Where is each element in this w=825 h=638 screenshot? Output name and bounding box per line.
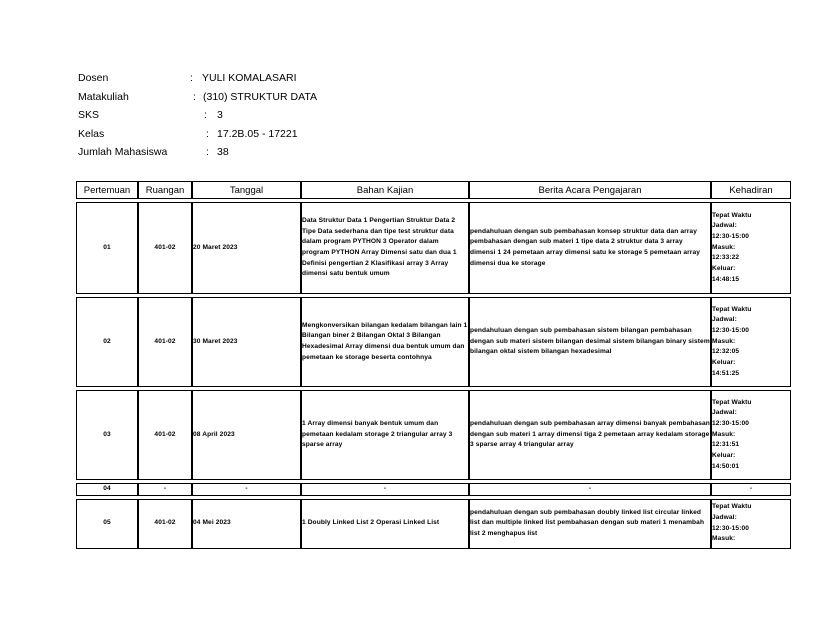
- att-keluar-value: 14:50:01: [712, 462, 740, 470]
- cell-kehadiran: [711, 202, 791, 294]
- header-bahan-kajian: Bahan Kajian: [301, 181, 469, 199]
- att-keluar-label: Keluar:: [712, 452, 736, 460]
- cell-kehadiran: [711, 499, 791, 549]
- kelas-label: Kelas: [78, 127, 105, 140]
- cell-ruangan: 401-02: [138, 297, 192, 387]
- cell-berita-acara: pendahuluan dengan sub pembahasan sistem bilangan pembahasan dengan sub materi sistem bilangan desimal sistem bilangan binary sistem bilangan oktal sistem bilangan hexadesimal: [469, 297, 711, 387]
- att-masuk-value: 12:32:05: [712, 348, 740, 356]
- att-jadwal-label: Jadwal:: [712, 514, 737, 521]
- sks-colon: :: [204, 109, 207, 121]
- cell-bahan-kajian: -: [301, 483, 469, 496]
- att-keluar-label: Keluar:: [712, 265, 736, 273]
- att-keluar-value: 14:48:15: [712, 275, 740, 283]
- att-jadwal-label: Jadwal:: [712, 409, 737, 417]
- table-row: [76, 499, 791, 549]
- matakuliah-label: Matakuliah: [78, 90, 129, 103]
- cell-pertemuan: 02: [76, 297, 138, 387]
- cell-kehadiran: [711, 297, 791, 387]
- cell-tanggal: 20 Maret 2023: [192, 202, 301, 294]
- header-pertemuan: Pertemuan: [76, 181, 138, 199]
- cell-berita-acara: pendahuluan dengan sub pembahasan array dimensi banyak pembahasan dengan sub materi 1 array dimensi tiga 2 pemetaan array kedalam storage 3 sparse array 4 triangular array: [469, 390, 711, 480]
- att-jadwal-value: 12:30-15:00: [712, 326, 750, 334]
- matakuliah-colon: :: [193, 90, 196, 103]
- cell-pertemuan: 05: [76, 499, 138, 549]
- att-masuk-label: Masuk:: [712, 243, 736, 251]
- dosen-value: YULI KOMALASARI: [202, 72, 297, 84]
- att-status: Tepat Waktu: [712, 503, 752, 511]
- cell-ruangan: -: [138, 483, 192, 496]
- table-header-row: [76, 181, 791, 199]
- jumlah-label: Jumlah Mahasiswa: [78, 146, 168, 158]
- table-row: [76, 297, 791, 387]
- att-jadwal-label: Jadwal:: [712, 316, 737, 324]
- att-status: Tepat Waktu: [712, 211, 752, 219]
- cell-tanggal: 04 Mei 2023: [192, 499, 301, 549]
- cell-bahan-kajian: 1 Array dimensi banyak bentuk umum dan pemetaan kedalam storage 2 triangular array 3 sparse array: [301, 390, 469, 480]
- header-berita-acara: Berita Acara Pengajaran: [469, 181, 711, 199]
- table-row: [76, 390, 791, 480]
- cell-berita-acara: pendahuluan dengan sub pembahasan konsep struktur data dan array pembahasan dengan sub materi 1 tipe data 2 struktur data 3 array dimensi 1 24 pemetaan array dimensi satu ke storage 5 pemetaan array dimensi dua ke storage: [469, 202, 711, 294]
- jumlah-colon: :: [206, 146, 209, 158]
- cell-tanggal: -: [192, 483, 301, 496]
- att-keluar-label: Keluar:: [712, 359, 736, 367]
- att-masuk-label: Masuk:: [712, 535, 736, 543]
- cell-tanggal: 30 Maret 2023: [192, 297, 301, 387]
- teaching-log-table: [76, 181, 791, 549]
- cell-pertemuan: 01: [76, 202, 138, 294]
- table-row: [76, 202, 791, 294]
- cell-pertemuan: 03: [76, 390, 138, 480]
- cell-berita-acara: pendahuluan dengan sub pembahasan doubly linked list circular linked list dan multiple linked list pembahasan dengan sub materi 1 menambah list 2 menghapus list: [469, 499, 711, 549]
- jumlah-value: 38: [217, 146, 229, 158]
- att-masuk-label: Masuk:: [712, 337, 736, 345]
- att-jadwal-value: 12:30-15:00: [712, 419, 750, 427]
- matakuliah-value: (310) STRUKTUR DATA: [203, 90, 317, 103]
- cell-pertemuan: 04: [76, 483, 138, 496]
- cell-kehadiran: -: [711, 483, 791, 496]
- cell-berita-acara: -: [469, 483, 711, 496]
- att-masuk-value: 12:31:51: [712, 441, 740, 449]
- att-masuk-label: Masuk:: [712, 430, 736, 438]
- header-kehadiran: Kehadiran: [711, 181, 791, 199]
- cell-tanggal: 08 April 2023: [192, 390, 301, 480]
- att-keluar-value: 14:51:25: [712, 369, 740, 377]
- dosen-label: Dosen: [78, 72, 109, 84]
- att-masuk-value: 12:33:22: [712, 254, 740, 262]
- cell-bahan-kajian: Data Struktur Data 1 Pengertian Struktur Data 2 Tipe Data sederhana dan tipe test struktur data dalam program PYTHON 3 Operator dalam program PYTHON Array Dimensi satu dan dua 1 Definisi pengertian 2 Klasifikasi array 3 Array dimensi satu bentuk umum: [301, 202, 469, 294]
- cell-bahan-kajian: Mengkonversikan bilangan kedalam bilangan lain 1 Bilangan biner 2 Bilangan Oktal 3 Bilangan Hexadesimal Array dimensi dua bentuk umum dan pemetaan ke storage beserta contohnya: [301, 297, 469, 387]
- att-status: Tepat Waktu: [712, 305, 752, 313]
- att-jadwal-value: 12:30-15:00: [712, 524, 750, 532]
- dosen-colon: :: [190, 72, 193, 84]
- sks-value: 3: [217, 109, 223, 121]
- att-jadwal-label: Jadwal:: [712, 222, 737, 230]
- att-status: Tepat Waktu: [712, 398, 752, 406]
- kelas-colon: :: [206, 127, 209, 140]
- sks-label: SKS: [78, 109, 100, 121]
- kelas-value: 17.2B.05 - 17221: [217, 127, 298, 140]
- header-ruangan: Ruangan: [138, 181, 192, 199]
- cell-kehadiran: [711, 390, 791, 480]
- att-jadwal-value: 12:30-15:00: [712, 232, 750, 240]
- cell-bahan-kajian: 1 Doubly Linked List 2 Operasi Linked List: [301, 499, 469, 549]
- cell-ruangan: 401-02: [138, 202, 192, 294]
- cell-ruangan: 401-02: [138, 499, 192, 549]
- table-row: [76, 483, 791, 496]
- header-tanggal: Tanggal: [192, 181, 301, 199]
- cell-ruangan: 401-02: [138, 390, 192, 480]
